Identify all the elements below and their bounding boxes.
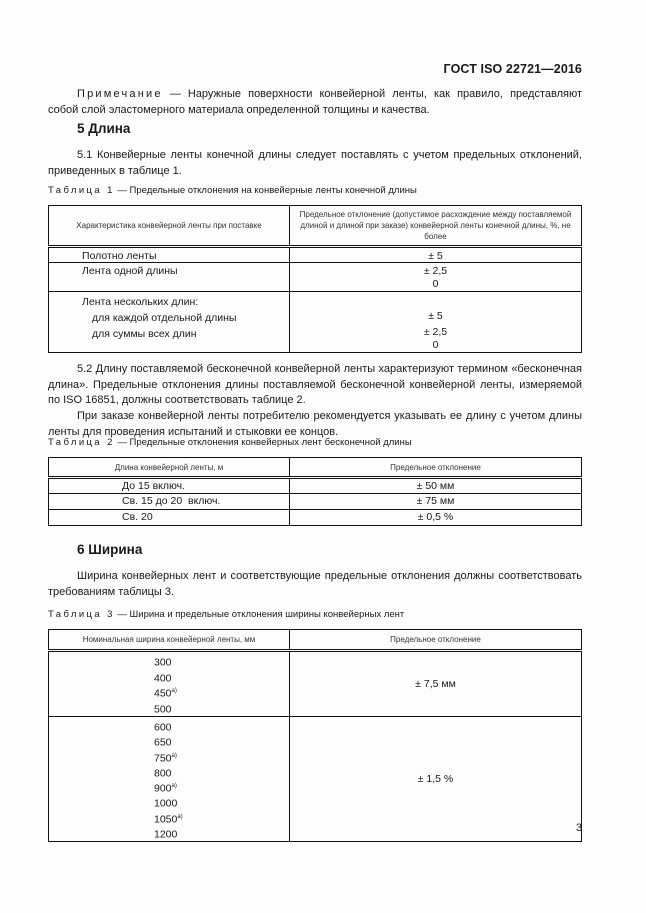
table1-row-label: Полотно ленты bbox=[49, 247, 290, 263]
note-label: Примечание bbox=[77, 88, 163, 100]
table1-caption bbox=[48, 185, 417, 196]
table2-header-col2: Предельное отклонение bbox=[290, 458, 582, 478]
sub-label: для суммы всех длин bbox=[92, 328, 197, 340]
table-row bbox=[49, 292, 582, 353]
note-text: — Наружные поверхности конвейерной ленты, как правило, представляют собой слой эластомерного материала определенной толщины и качества. bbox=[48, 88, 582, 116]
paragraph-6: Ширина конвейерных лент и соответствующие предельные отклонения должны соответствовать требованиям таблицы 3. bbox=[48, 570, 582, 598]
table3-caption-label: Таблица 3 bbox=[48, 609, 115, 620]
table1-row-value: ± 5 bbox=[290, 247, 582, 263]
table2-caption-text: — Предельные отклонения конвейерных лент бесконечной длины bbox=[114, 437, 412, 448]
table3-header-col2: Предельное отклонение bbox=[290, 630, 582, 651]
table3-widths-cell bbox=[49, 717, 290, 842]
paragraph-5-1: 5.1 Конвейерные ленты конечной длины следует поставлять с учетом предельных отклонений, приведенных в таблице 1. bbox=[48, 149, 582, 177]
table-row bbox=[49, 247, 582, 263]
table2-row-value: ± 75 мм bbox=[290, 494, 582, 510]
table-row bbox=[49, 717, 582, 842]
value-line: 0 bbox=[432, 278, 439, 290]
table-row bbox=[49, 651, 582, 717]
table2-caption-label: Таблица 2 bbox=[48, 437, 115, 448]
table-3 bbox=[48, 629, 582, 842]
width-value: $450^{а)}$ bbox=[154, 687, 177, 700]
width-value: 650 bbox=[154, 736, 172, 749]
table-row bbox=[49, 510, 582, 526]
value-line: ± 5 bbox=[428, 310, 443, 322]
width-value: $900^{а)}$ bbox=[154, 782, 177, 795]
sub-label: Лента нескольких длин: bbox=[82, 296, 199, 308]
table3-caption bbox=[48, 609, 404, 620]
table3-widths-cell bbox=[49, 651, 290, 717]
width-value: $1050^{а)}$ bbox=[154, 813, 183, 826]
table2-row-value: ± 50 мм bbox=[290, 478, 582, 494]
width-value: 1000 bbox=[154, 797, 178, 810]
table3-group-value: ± 7,5 мм bbox=[290, 651, 582, 717]
value-line: 0 bbox=[432, 339, 439, 351]
table1-header-col2: Предельное отклонение (допустимое расхождение между поставляемой длиной и длиной при заказе) конвейерной ленты конечной длины, %, не более bbox=[290, 206, 582, 247]
page-number: 3 bbox=[576, 822, 583, 834]
width-value: 300 bbox=[154, 656, 172, 669]
table-row bbox=[49, 478, 582, 494]
width-value: 400 bbox=[154, 672, 172, 684]
value-line: ± 2,5 bbox=[423, 326, 448, 338]
width-value: 500 bbox=[154, 703, 172, 715]
table2-caption bbox=[48, 437, 412, 448]
table2-header-col1: Длина конвейерной ленты, м bbox=[49, 458, 290, 478]
table1-header-col1: Характеристика конвейерной ленты при поставке bbox=[49, 206, 290, 247]
table1-row-label bbox=[49, 292, 290, 353]
width-value: 800 bbox=[154, 767, 172, 780]
note-paragraph bbox=[48, 87, 582, 118]
table1-row-value bbox=[290, 292, 582, 353]
value-line: ± 2,5 bbox=[423, 265, 448, 277]
table3-header-col1: Номинальная ширина конвейерной ленты, мм bbox=[49, 630, 290, 651]
section-5-title: 5 Длина bbox=[77, 121, 131, 136]
table-2 bbox=[48, 457, 582, 526]
table1-row-value bbox=[290, 263, 582, 292]
paragraph-5-2-cont: При заказе конвейерной ленты потребителю рекомендуется указывать ее длину с учетом длины ленты для проведения испытаний и стыковки ее концов. bbox=[48, 410, 582, 438]
table2-row-label: Св. 15 до 20 включ. bbox=[49, 494, 290, 510]
paragraph-5-2: 5.2 Длину поставляемой бесконечной конвейерной ленты характеризуют термином «бесконечная длина». Предельные отклонения длины поставляемой бесконечной конвейерной ленты, измеряемой по ISO 16851, должны соответствовать таблице 2. bbox=[48, 363, 582, 406]
table1-row-label: Лента одной длины bbox=[49, 263, 290, 292]
table-1 bbox=[48, 205, 582, 353]
table-row bbox=[49, 263, 582, 292]
width-value: 600 bbox=[154, 721, 172, 734]
table3-group-value: ± 1,5 % bbox=[290, 717, 582, 842]
table3-caption-text: — Ширина и предельные отклонения ширины конвейерных лент bbox=[114, 609, 405, 620]
section-6-title: 6 Ширина bbox=[77, 542, 143, 557]
table1-caption-text: — Предельные отклонения на конвейерные ленты конечной длины bbox=[114, 185, 417, 196]
table2-row-label: Св. 20 bbox=[49, 510, 290, 526]
table1-caption-label: Таблица 1 bbox=[48, 185, 115, 196]
table2-row-label: До 15 включ. bbox=[49, 478, 290, 494]
width-value: 1200 bbox=[154, 828, 178, 841]
table-row bbox=[49, 494, 582, 510]
document-header-id: ГОСТ ISO 22721—2016 bbox=[443, 62, 582, 76]
table2-row-value: ± 0,5 % bbox=[290, 510, 582, 526]
width-value: $750^{а)}$ bbox=[154, 752, 177, 765]
sub-label: для каждой отдельной длины bbox=[92, 312, 237, 324]
